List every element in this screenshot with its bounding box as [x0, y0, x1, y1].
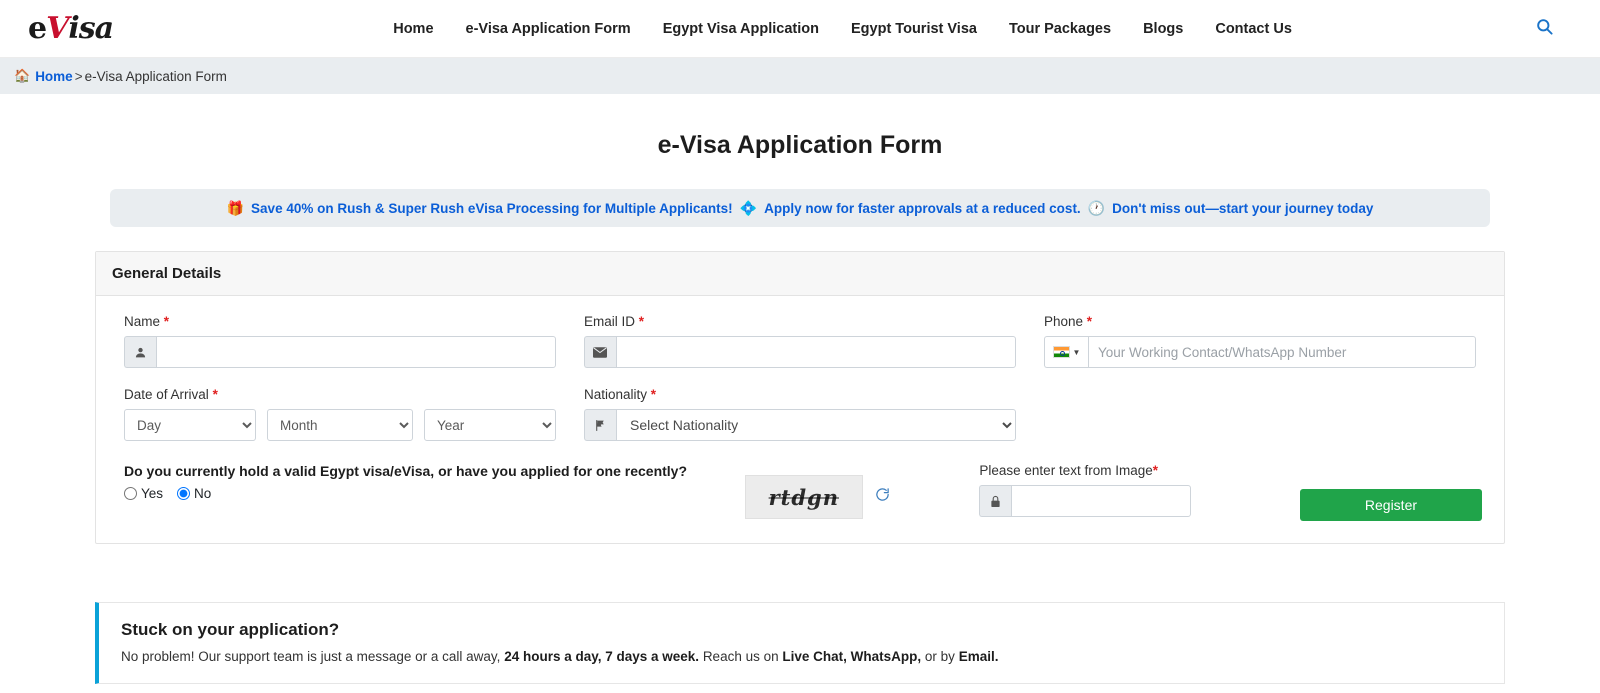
nav-item-tour-packages[interactable]: Tour Packages [1008, 20, 1112, 37]
nationality-group [570, 387, 1030, 441]
envelope-icon [584, 336, 616, 368]
support-text-part2: Reach us on [702, 649, 779, 664]
visa-question-radios [124, 486, 731, 501]
breadcrumb-current: e-Visa Application Form [84, 68, 227, 84]
nav-item-home[interactable]: Home [393, 20, 434, 37]
phone-input[interactable] [1088, 336, 1476, 368]
form-row-2 [110, 387, 1490, 441]
gift-icon: 🎁 [226, 199, 245, 216]
name-required-marker: * [163, 314, 170, 329]
email-label [584, 314, 1016, 329]
captcha-input-group [979, 463, 1241, 517]
flag-icon [584, 409, 616, 441]
captcha-image-group [745, 463, 980, 519]
arrival-required-marker: * [212, 387, 218, 402]
support-text-part1: No problem! Our support team is just a message or a call away, [121, 649, 501, 664]
promo-banner [110, 189, 1490, 227]
name-field-group [110, 314, 570, 368]
breadcrumb-home-link[interactable]: Home [35, 68, 73, 84]
chevron-down-icon: ▼ [1072, 347, 1081, 357]
breadcrumb [0, 58, 1600, 94]
general-details-panel [95, 251, 1505, 544]
support-text [121, 649, 1482, 664]
panel-title: General Details [96, 252, 1504, 296]
captcha-label-text: Please enter text from Image [979, 463, 1153, 478]
arrival-day-select[interactable] [124, 409, 256, 441]
arrival-month-select[interactable] [267, 409, 413, 441]
name-input[interactable] [156, 336, 556, 368]
home-icon: 🏠 [14, 68, 31, 83]
visa-question-no-label: No [194, 486, 212, 501]
captcha-input[interactable] [1011, 485, 1191, 517]
logo-letter-v: V [46, 11, 69, 46]
user-icon [124, 336, 156, 368]
form-row-1 [110, 314, 1490, 368]
page-title: e-Visa Application Form [657, 131, 943, 159]
site-logo[interactable] [28, 11, 113, 46]
nationality-select[interactable] [616, 409, 1016, 441]
breadcrumb-separator: > [74, 68, 83, 84]
support-text-bold1: 24 hours a day, 7 days a week. [504, 649, 700, 664]
nav-item-egypt-tourist-visa[interactable]: Egypt Tourist Visa [851, 20, 977, 37]
india-flag-icon [1053, 346, 1070, 358]
promo-text-1: Save 40% on Rush & Super Rush eVisa Processing for Multiple Applicants! [251, 200, 733, 216]
row2-spacer [1030, 387, 1490, 441]
nav-item-egypt-visa-application[interactable]: Egypt Visa Application [662, 20, 819, 37]
nationality-label-text: Nationality [583, 387, 648, 402]
visa-question-yes-radio[interactable] [124, 487, 137, 500]
nationality-label [584, 387, 1016, 402]
nav-item-evisa-application-form[interactable]: e-Visa Application Form [465, 20, 631, 37]
phone-label-text: Phone [1043, 314, 1084, 329]
country-code-selector[interactable] [1044, 336, 1088, 368]
support-text-bold2: Live Chat, WhatsApp, [782, 649, 922, 664]
phone-field-group [1030, 314, 1490, 368]
nav-item-blogs[interactable]: Blogs [1143, 20, 1184, 37]
logo-text-isa: isa [68, 11, 114, 46]
nav-item-contact-us[interactable]: Contact Us [1215, 20, 1292, 37]
arrival-date-label [124, 387, 556, 402]
form-row-3 [110, 463, 1490, 521]
arrival-year-select[interactable] [424, 409, 556, 441]
arrival-date-label-text: Date of Arrival [124, 387, 209, 402]
gem-icon: 💠 [739, 199, 758, 216]
promo-text-3: Don't miss out—start your journey today [1112, 200, 1374, 216]
name-label [124, 314, 556, 329]
visa-question-group [110, 463, 745, 501]
logo-letter-e: e [28, 11, 47, 46]
phone-required-marker: * [1086, 314, 1093, 329]
visa-question-no[interactable] [177, 486, 211, 501]
captcha-required-marker: * [1152, 463, 1158, 478]
site-header [0, 0, 1600, 58]
search-icon[interactable] [1535, 17, 1554, 41]
name-label-text: Name [124, 314, 161, 329]
nationality-required-marker: * [650, 387, 657, 402]
email-label-text: Email ID [583, 314, 635, 329]
support-title: Stuck on your application? [121, 620, 340, 639]
support-text-bold3: Email. [958, 649, 999, 664]
lock-icon [979, 485, 1011, 517]
arrival-date-group [110, 387, 570, 441]
promo-text-2: Apply now for faster approvals at a reduced cost. [764, 200, 1081, 216]
email-required-marker: * [638, 314, 645, 329]
visa-question-text: Do you currently hold a valid Egypt visa/eVisa, or have you applied for one recently? [124, 463, 688, 479]
register-button-group [1242, 463, 1490, 521]
phone-label [1044, 314, 1476, 329]
email-field-group [570, 314, 1030, 368]
email-input[interactable] [616, 336, 1016, 368]
register-button[interactable]: Register [1300, 489, 1482, 521]
refresh-icon[interactable] [875, 487, 890, 507]
visa-question-no-radio[interactable] [177, 487, 190, 500]
support-text-part3: or by [924, 649, 955, 664]
visa-question-yes[interactable] [124, 486, 163, 501]
support-help-box [95, 602, 1505, 684]
visa-question-yes-label: Yes [141, 486, 164, 501]
clock-icon: 🕐 [1087, 199, 1106, 216]
captcha-label [979, 463, 1241, 478]
captcha-image: rtdgn [745, 475, 863, 519]
main-navigation [113, 21, 1572, 37]
